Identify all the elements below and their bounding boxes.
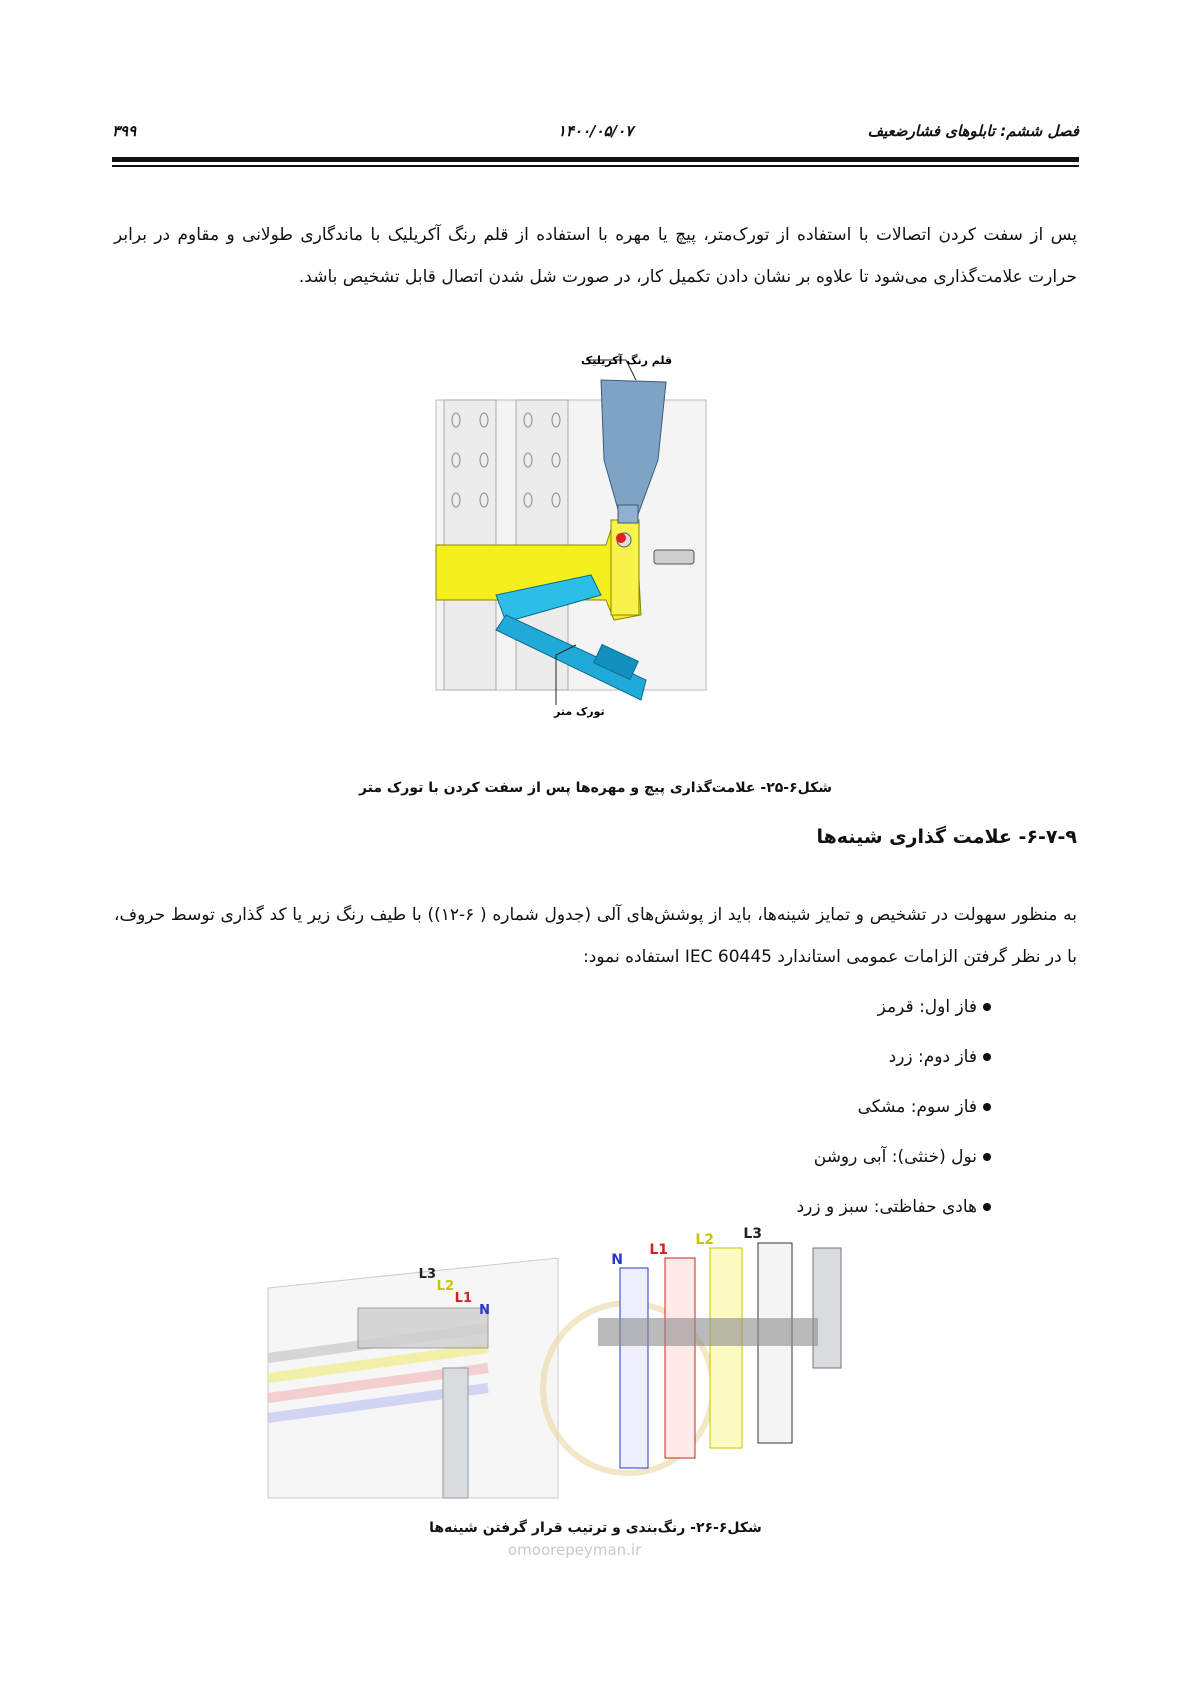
bullet-icon — [983, 1003, 991, 1011]
list-item: فاز سوم: مشکی — [797, 1092, 991, 1142]
figure-busbar-arrangement — [268, 1226, 918, 1510]
label-n-small: N — [479, 1303, 490, 1318]
bullet-icon — [983, 1053, 991, 1061]
label-l2: L2 — [695, 1232, 714, 1248]
bullet-icon — [983, 1153, 991, 1161]
list-item: فاز دوم: زرد — [797, 1042, 991, 1092]
label-l1: L1 — [649, 1242, 668, 1258]
list-item: فاز اول: قرمز — [797, 992, 991, 1042]
bullet-icon — [983, 1203, 991, 1211]
figure-1-caption: شکل۶-۲۵- علامت‌گذاری پیچ و مهره‌ها پس از سفت کردن با تورک متر — [358, 780, 833, 796]
header-rule-thick — [112, 157, 1079, 162]
watermark-text: omoorepeyman.ir — [508, 1541, 642, 1559]
label-l3: L3 — [743, 1226, 762, 1242]
header-rule-thin — [112, 165, 1079, 167]
label-l3-small: L3 — [418, 1267, 436, 1282]
page-number: ۳۹۹ — [112, 122, 137, 140]
list-item: نول (خنثی): آبی روشن — [797, 1142, 991, 1192]
list-item: هادی حفاظتی: سبز و زرد — [797, 1192, 991, 1242]
label-l1-small: L1 — [454, 1291, 472, 1306]
figure-2-caption: شکل۶-۲۶- رنگ‌بندی و ترتیب قرار گرفتن شینه‌ها — [429, 1520, 762, 1536]
body-paragraph-1: پس از سفت کردن اتصالات با استفاده از تورک‌متر، پیچ یا مهره با استفاده از قلم رنگ آکریلیک با ماندگاری طولانی و مقاوم در برابر حرارت علامت‌گذاری می‌شود تا علاوه بر نشان دادن تکمیل کار، در صورت شل شدن اتصال قابل تشخیص باشد. — [114, 225, 1077, 287]
chapter-title: فصل ششم: تابلوهای فشارضعیف — [867, 122, 1079, 140]
section-title: ۶-۷-۹- علامت گذاری شینه‌ها — [816, 826, 1077, 848]
header-date: ۱۴۰۰/۰۵/۰۷ — [557, 122, 634, 140]
color-code-list — [797, 992, 991, 1242]
bullet-icon — [983, 1103, 991, 1111]
label-torque-wrench: تورک متر — [554, 705, 605, 718]
figure-torque-marking — [436, 354, 756, 740]
page-header — [112, 122, 1079, 146]
label-n: N — [611, 1252, 623, 1268]
label-l2-small: L2 — [436, 1279, 454, 1294]
label-acrylic-pen: قلم رنگ آکریلیک — [581, 354, 673, 367]
body-paragraph-2: به منظور سهولت در تشخیص و تمایز شینه‌ها، باید از پوشش‌های آلی (جدول شماره ( ۶-۱۲)) با طیف رنگ زیر یا کد گذاری توسط حروف، با در نظر گرفتن الزامات عمومی استاندارد IEC 60445 استفاده نمود: — [114, 905, 1077, 967]
